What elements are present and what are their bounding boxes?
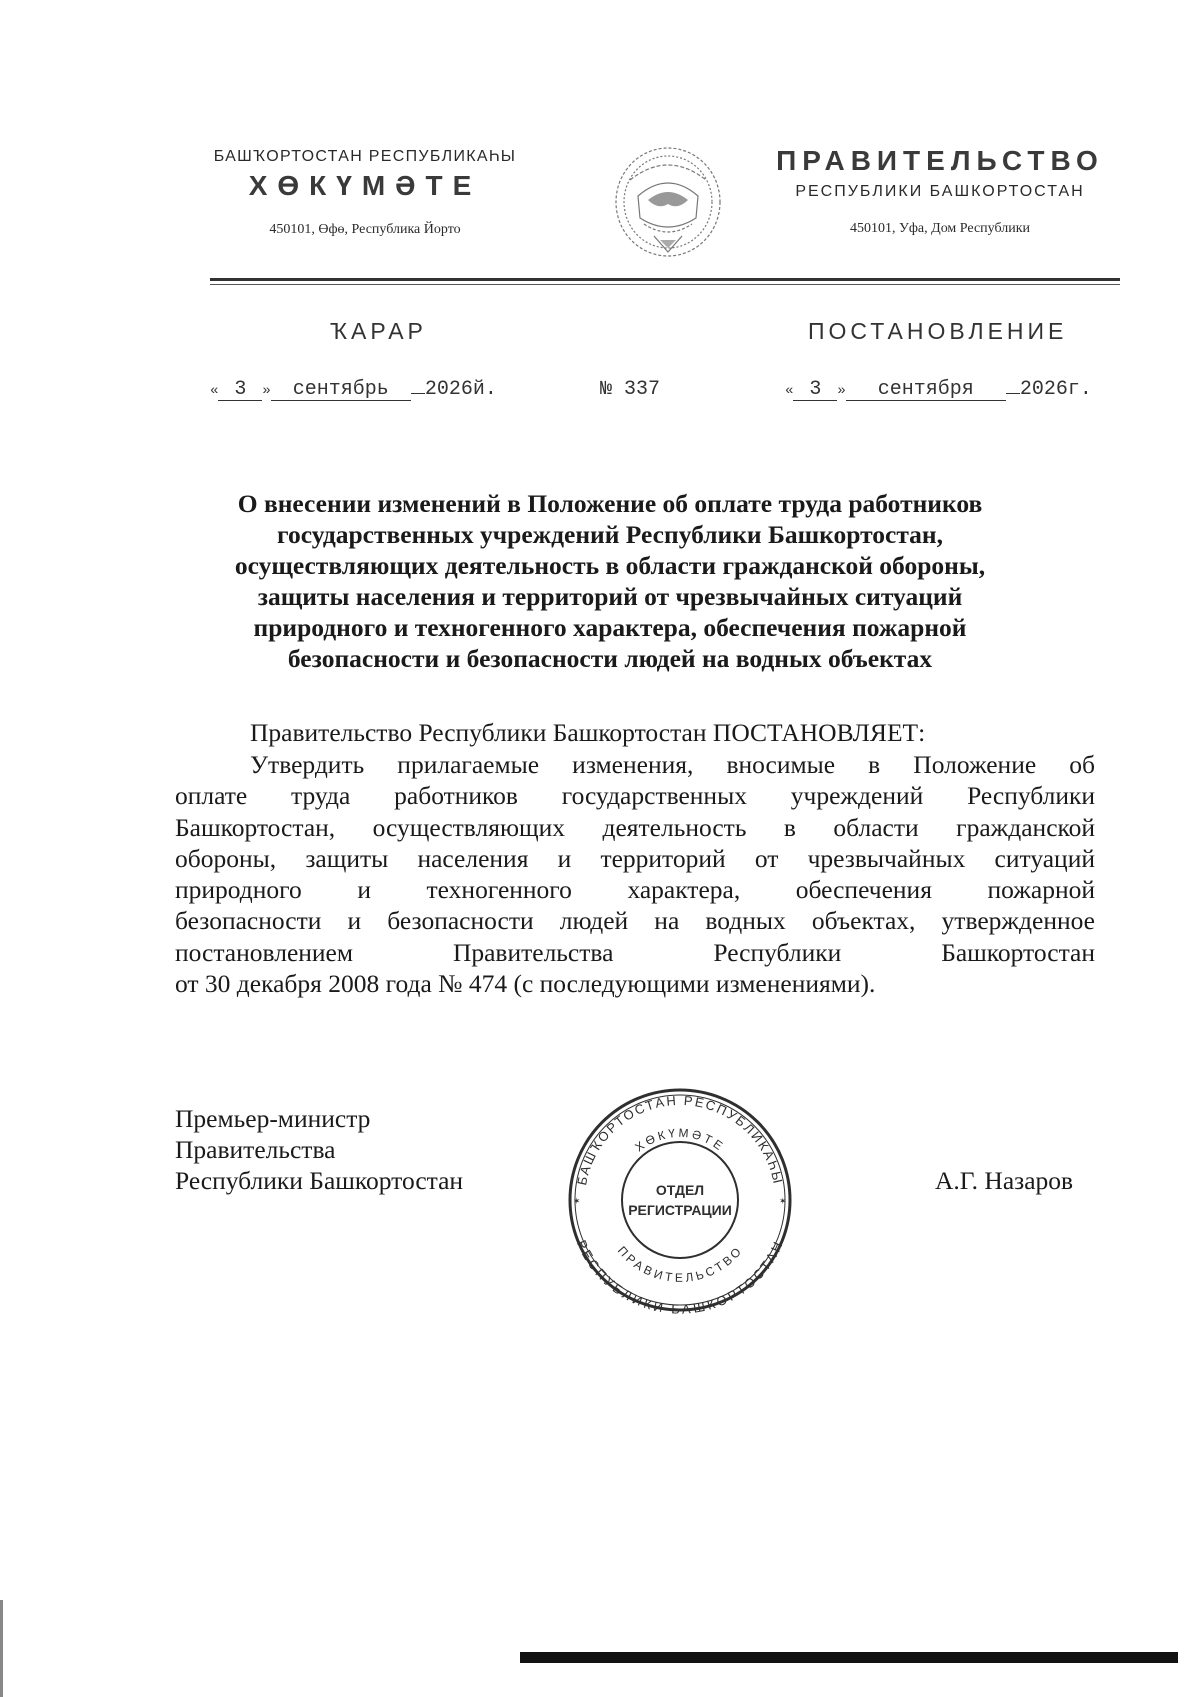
signatory-position-line: Премьер-министр bbox=[175, 1104, 371, 1133]
title-line: безопасности и безопасности людей на водных объектах bbox=[287, 644, 933, 673]
date-line-bashkir bbox=[210, 378, 497, 401]
date-close-quote: » bbox=[837, 383, 846, 399]
decree-type-russian: ПОСТАНОВЛЕНИЕ bbox=[808, 318, 1068, 344]
decree-number: № 337 bbox=[600, 378, 661, 401]
body-line: оплате труда работников государственных учреждений Республики bbox=[175, 781, 1095, 811]
stamp-center-line1: ОТДЕЛ bbox=[655, 1182, 705, 1198]
date-year: 2026г. bbox=[1019, 378, 1092, 401]
header-left-block bbox=[195, 148, 535, 238]
date-close-quote: » bbox=[262, 383, 271, 399]
body-line: постановлением Правительства Республики Башкортостан bbox=[175, 937, 1095, 967]
body-line: от 30 декабря 2008 года № 474 (с последующими изменениями). bbox=[175, 969, 876, 999]
header-right-block bbox=[760, 145, 1120, 237]
header-left-address: 450101, Өфө, Республика Йорто bbox=[269, 222, 461, 237]
body-line: Утвердить прилагаемые изменения, вносимые в Положение об bbox=[250, 750, 1095, 779]
stamp-inner-top-text: ХӨКҮМӘТЕ bbox=[632, 1125, 728, 1155]
signatory-position-line: Правительства bbox=[175, 1135, 336, 1164]
title-line: государственных учреждений Республики Башкортостан, bbox=[277, 520, 943, 549]
stamp-inner-bottom-text: ПРАВИТЕЛЬСТВО bbox=[614, 1243, 746, 1285]
date-day: 3 bbox=[793, 380, 837, 401]
body-line: безопасности и безопасности людей на водных объектах, утвержденное bbox=[175, 906, 1095, 936]
title-line: О внесении изменений в Положение об оплате труда работников bbox=[237, 489, 983, 518]
header-rule-thin bbox=[210, 284, 1120, 285]
header-right-line1: ПРАВИТЕЛЬСТВО bbox=[776, 145, 1104, 176]
header-left-line2: ХӨКҮМӘТЕ bbox=[248, 170, 482, 201]
header-left-line1: БАШҠОРТОСТАН РЕСПУБЛИКАҺЫ bbox=[213, 148, 517, 165]
signatory-position bbox=[175, 1103, 463, 1196]
date-open-quote: « bbox=[210, 383, 219, 399]
body-line: Башкортостан, осуществляющих деятельность в области гражданской bbox=[175, 812, 1095, 842]
stamp-outer-top-text: БАШҠОРТОСТАН РЕСПУБЛИКАҺЫ bbox=[574, 1092, 786, 1187]
stamp-star-right: ✶ bbox=[779, 1196, 787, 1206]
body-lead-line: Правительство Республики Башкортостан ПОСТАНОВЛЯЕТ: bbox=[250, 718, 926, 747]
date-day: 3 bbox=[218, 380, 262, 401]
header-right-line2: РЕСПУБЛИКИ БАШКОРТОСТАН bbox=[795, 183, 1085, 200]
title-line: осуществляющих деятельность в области гражданской обороны, bbox=[234, 551, 986, 580]
date-line-russian bbox=[785, 378, 1092, 401]
stamp-outer-bottom-text: РЕСПУБЛИКИ БАШКОРТОСТАН bbox=[573, 1237, 787, 1317]
header-right-address: 450101, Уфа, Дом Республики bbox=[849, 221, 1031, 236]
date-year: 2026й. bbox=[424, 378, 497, 401]
body-paragraph bbox=[175, 749, 1095, 999]
document-title bbox=[180, 488, 1040, 674]
title-line: защиты населения и территорий от чрезвычайных ситуаций bbox=[257, 582, 963, 611]
body-line: обороны, защиты населения и территорий от чрезвычайных ситуаций bbox=[175, 843, 1095, 873]
scan-edge-bar bbox=[520, 1652, 1178, 1663]
date-month: сентябрь bbox=[271, 380, 411, 401]
header-rule-thick bbox=[210, 278, 1120, 281]
svg-text:ХӨКҮМӘТЕ bbox=[632, 1126, 727, 1155]
coat-of-arms-emblem bbox=[608, 140, 728, 260]
stamp-center-line2: РЕГИСТРАЦИИ bbox=[628, 1202, 732, 1218]
decree-type-bashkir: ҠАРАР bbox=[330, 318, 427, 344]
date-open-quote: « bbox=[785, 383, 794, 399]
stamp-star-left: ✶ bbox=[573, 1196, 581, 1206]
body-line: природного и техногенного характера, обеспечения пожарной bbox=[175, 875, 1095, 905]
title-line: природного и техногенного характера, обеспечения пожарной bbox=[253, 613, 967, 642]
scan-side-mark bbox=[0, 1600, 3, 1697]
svg-text:ПРАВИТЕЛЬСТВО bbox=[615, 1244, 745, 1285]
signatory-name: А.Г. Назаров bbox=[935, 1166, 1074, 1195]
registration-stamp bbox=[555, 1075, 805, 1325]
date-month: сентября bbox=[846, 380, 1006, 401]
signatory-position-line: Республики Башкортостан bbox=[175, 1166, 464, 1195]
